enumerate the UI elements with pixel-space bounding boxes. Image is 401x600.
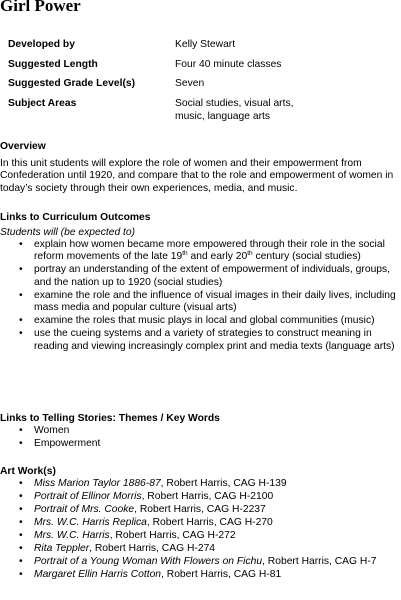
list-item: • Mrs. W.C. Harris, Robert Harris, CAG H-272 (19, 530, 236, 541)
meta-value: Four 40 minute classes (175, 58, 282, 70)
bullet-icon: • (19, 517, 23, 528)
list-item: • portray an understanding of the extent of empowerment of individuals, groups, and the nation up to 1920 (social studies) (19, 264, 391, 288)
meta-label: Subject Areas (8, 97, 77, 109)
themes-section (0, 412, 401, 451)
section-heading: Overview (0, 141, 46, 152)
list-item: • examine the role and the influence of visual images in their daily lives, including mass media and popular culture (visual arts) (19, 289, 396, 314)
overview-text: In this unit students will explore the role of women and their empowerment from Confederation until 1920, and compare that to the role and empowerment of women in today’s society through their own experiences, media, and music. (0, 158, 394, 194)
list-item: • explain how women became more empowered through their role in the social reform movements of the late 19th and early 20th century (social studies) (19, 239, 385, 263)
artwork-title: Miss Marion Taylor 1886-87 (34, 478, 161, 489)
meta-value: Social studies, visual arts, music, language arts (175, 97, 294, 122)
artwork-title: Mrs. W.C. Harris Replica (34, 517, 147, 528)
artworks-list (0, 478, 401, 581)
bullet-icon: • (19, 543, 23, 554)
list-item: • Rita Teppler, Robert Harris, CAG H-274 (19, 543, 216, 554)
artwork-title: Portrait of Ellinor Morris (34, 491, 142, 502)
bullet-icon: • (19, 478, 23, 489)
meta-row-grade (8, 77, 398, 97)
list-item: • Margaret Ellin Harris Cotton, Robert Harris, CAG H-81 (19, 569, 282, 580)
bullet-icon: • (19, 438, 23, 449)
artwork-title: Mrs. W.C. Harris (34, 530, 110, 541)
list-item: • Empowerment (19, 438, 101, 449)
overview-section (0, 140, 401, 195)
list-item: • use the cueing systems and a variety of strategies to construct meaning in reading and viewing increasingly complex print and media texts (language arts) (19, 328, 395, 352)
outcomes-intro: Students will (be expected to) (0, 227, 136, 238)
metadata-table (8, 38, 398, 126)
artwork-title: Margaret Ellin Harris Cotton (34, 569, 162, 580)
artwork-title: Rita Teppler (34, 543, 90, 554)
artwork-title: Portrait of a Young Woman With Flowers on Fichu (34, 556, 263, 567)
artworks-section (0, 465, 401, 582)
section-heading: Art Work(s) (0, 466, 56, 477)
meta-label: Developed by (8, 39, 75, 50)
bullet-icon: • (19, 264, 23, 276)
outcomes-list (0, 239, 401, 353)
bullet-icon: • (19, 556, 23, 567)
bullet-icon: • (19, 328, 23, 340)
list-item: • Portrait of Mrs. Cooke, Robert Harris, CAG H-2237 (19, 504, 266, 515)
section-heading: Links to Telling Stories: Themes / Key Words (0, 413, 220, 424)
list-item: • Miss Marion Taylor 1886-87, Robert Harris, CAG H-139 (19, 478, 287, 489)
meta-value: Kelly Stewart (175, 39, 236, 50)
bullet-icon: • (19, 425, 23, 436)
bullet-icon: • (19, 315, 23, 327)
meta-label: Suggested Grade Level(s) (8, 78, 136, 89)
themes-list (0, 425, 401, 450)
bullet-icon: • (19, 569, 23, 580)
bullet-icon: • (19, 239, 23, 250)
bullet-icon: • (19, 504, 23, 515)
artwork-title: Portrait of Mrs. Cooke (34, 504, 135, 515)
list-item: • examine the roles that music plays in local and global communities (music) (19, 315, 375, 327)
section-heading: Links to Curriculum Outcomes (0, 212, 151, 223)
list-item: • Portrait of Ellinor Morris, Robert Harris, CAG H-2100 (19, 491, 274, 502)
meta-row-length (8, 58, 398, 78)
meta-row-subjects (8, 97, 398, 126)
bullet-icon: • (19, 491, 23, 502)
list-item: • Women (19, 425, 70, 436)
list-item: • Mrs. W.C. Harris Replica, Robert Harris, CAG H-270 (19, 517, 273, 528)
meta-value: Seven (175, 78, 205, 89)
meta-label: Suggested Length (8, 58, 98, 70)
bullet-icon: • (19, 289, 23, 301)
page-title: Girl Power (0, 0, 81, 15)
outcomes-section (0, 211, 401, 354)
list-item: • Portrait of a Young Woman With Flowers on Fichu, Robert Harris, CAG H-7 (19, 556, 377, 567)
meta-row-developer (8, 38, 398, 58)
bullet-icon: • (19, 530, 23, 541)
